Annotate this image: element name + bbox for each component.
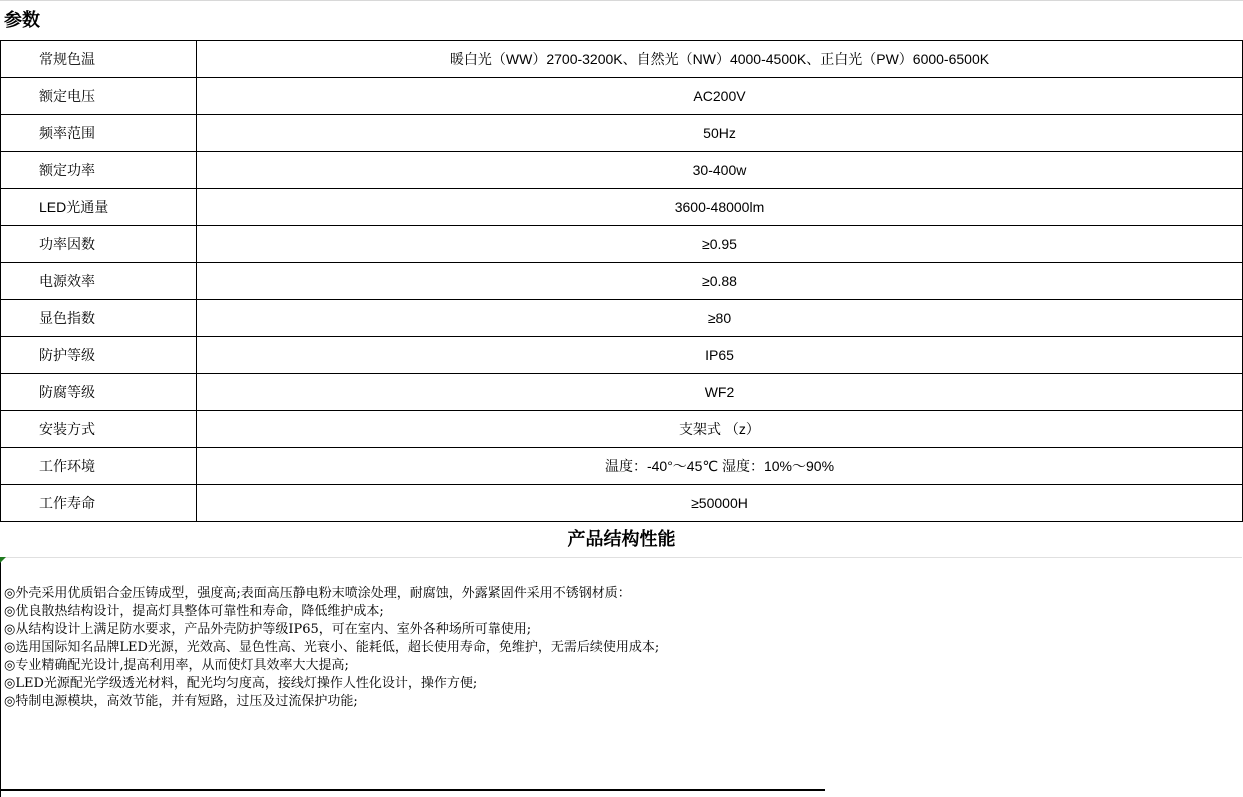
feature-item: ◎外壳采用优质铝合金压铸成型，强度高;表面高压静电粉末喷涂处理，耐腐蚀，外露紧固件采用不锈钢材质： (4, 586, 631, 601)
param-label: 工作环境 (1, 448, 197, 485)
param-row (1, 448, 1243, 485)
param-value: 暖白光（WW）2700-3200K、自然光（NW）4000-4500K、正白光（PW）6000-6500K (197, 41, 1243, 78)
param-label: 防腐等级 (1, 374, 197, 411)
param-label: 工作寿命 (1, 485, 197, 522)
param-label: 额定电压 (1, 78, 197, 115)
param-value: 温度：-40°～45℃ 湿度：10%～90% (197, 448, 1243, 485)
feature-item: ◎选用国际知名品牌LED光源，光效高、显色性高、光衰小、能耗低，超长使用寿命，免维护，无需后续使用成本; (4, 640, 660, 655)
param-label: LED光通量 (1, 189, 197, 226)
param-row (1, 263, 1243, 300)
param-value: 50Hz (197, 115, 1243, 152)
param-label: 安装方式 (1, 411, 197, 448)
param-value: ≥80 (197, 300, 1243, 337)
param-value: 30-400w (197, 152, 1243, 189)
param-value: WF2 (197, 374, 1243, 411)
param-row (1, 300, 1243, 337)
param-row (1, 41, 1243, 78)
param-label: 电源效率 (1, 263, 197, 300)
param-value: ≥50000H (197, 485, 1243, 522)
params-table (0, 40, 1243, 522)
feature-item: ◎专业精确配光设计,提高利用率，从而使灯具效率大大提高; (4, 658, 349, 673)
param-label: 功率因数 (1, 226, 197, 263)
param-label: 频率范围 (1, 115, 197, 152)
param-value: AC200V (197, 78, 1243, 115)
feature-item: ◎特制电源模块，高效节能，并有短路，过压及过流保护功能; (4, 694, 358, 709)
param-label: 常规色温 (1, 41, 197, 78)
param-row (1, 485, 1243, 522)
params-section-title: 参数 (4, 10, 40, 31)
feature-item: ◎优良散热结构设计，提高灯具整体可靠性和寿命，降低维护成本; (4, 604, 384, 619)
param-value: 3600-48000lm (197, 189, 1243, 226)
param-value: ≥0.95 (197, 226, 1243, 263)
structure-feature-list (4, 585, 659, 711)
feature-item: ◎从结构设计上满足防水要求，产品外壳防护等级IP65，可在室内、室外各种场所可靠使用; (4, 622, 532, 637)
structure-section-title: 产品结构性能 (567, 529, 676, 550)
param-row (1, 78, 1243, 115)
param-row (1, 411, 1243, 448)
param-row (1, 152, 1243, 189)
param-row (1, 374, 1243, 411)
param-value: IP65 (197, 337, 1243, 374)
top-divider (0, 0, 1243, 1)
param-row (1, 226, 1243, 263)
param-label: 显色指数 (1, 300, 197, 337)
feature-item: ◎LED光源配光学级透光材料，配光均匀度高，接线灯操作人性化设计，操作方便; (4, 676, 478, 691)
param-label: 防护等级 (1, 337, 197, 374)
param-value: ≥0.88 (197, 263, 1243, 300)
param-label: 额定功率 (1, 152, 197, 189)
param-row (1, 189, 1243, 226)
params-table-body (1, 41, 1243, 522)
param-row (1, 115, 1243, 152)
param-value: 支架式 （z） (197, 411, 1243, 448)
param-row (1, 337, 1243, 374)
cell-comment-marker (0, 557, 6, 563)
